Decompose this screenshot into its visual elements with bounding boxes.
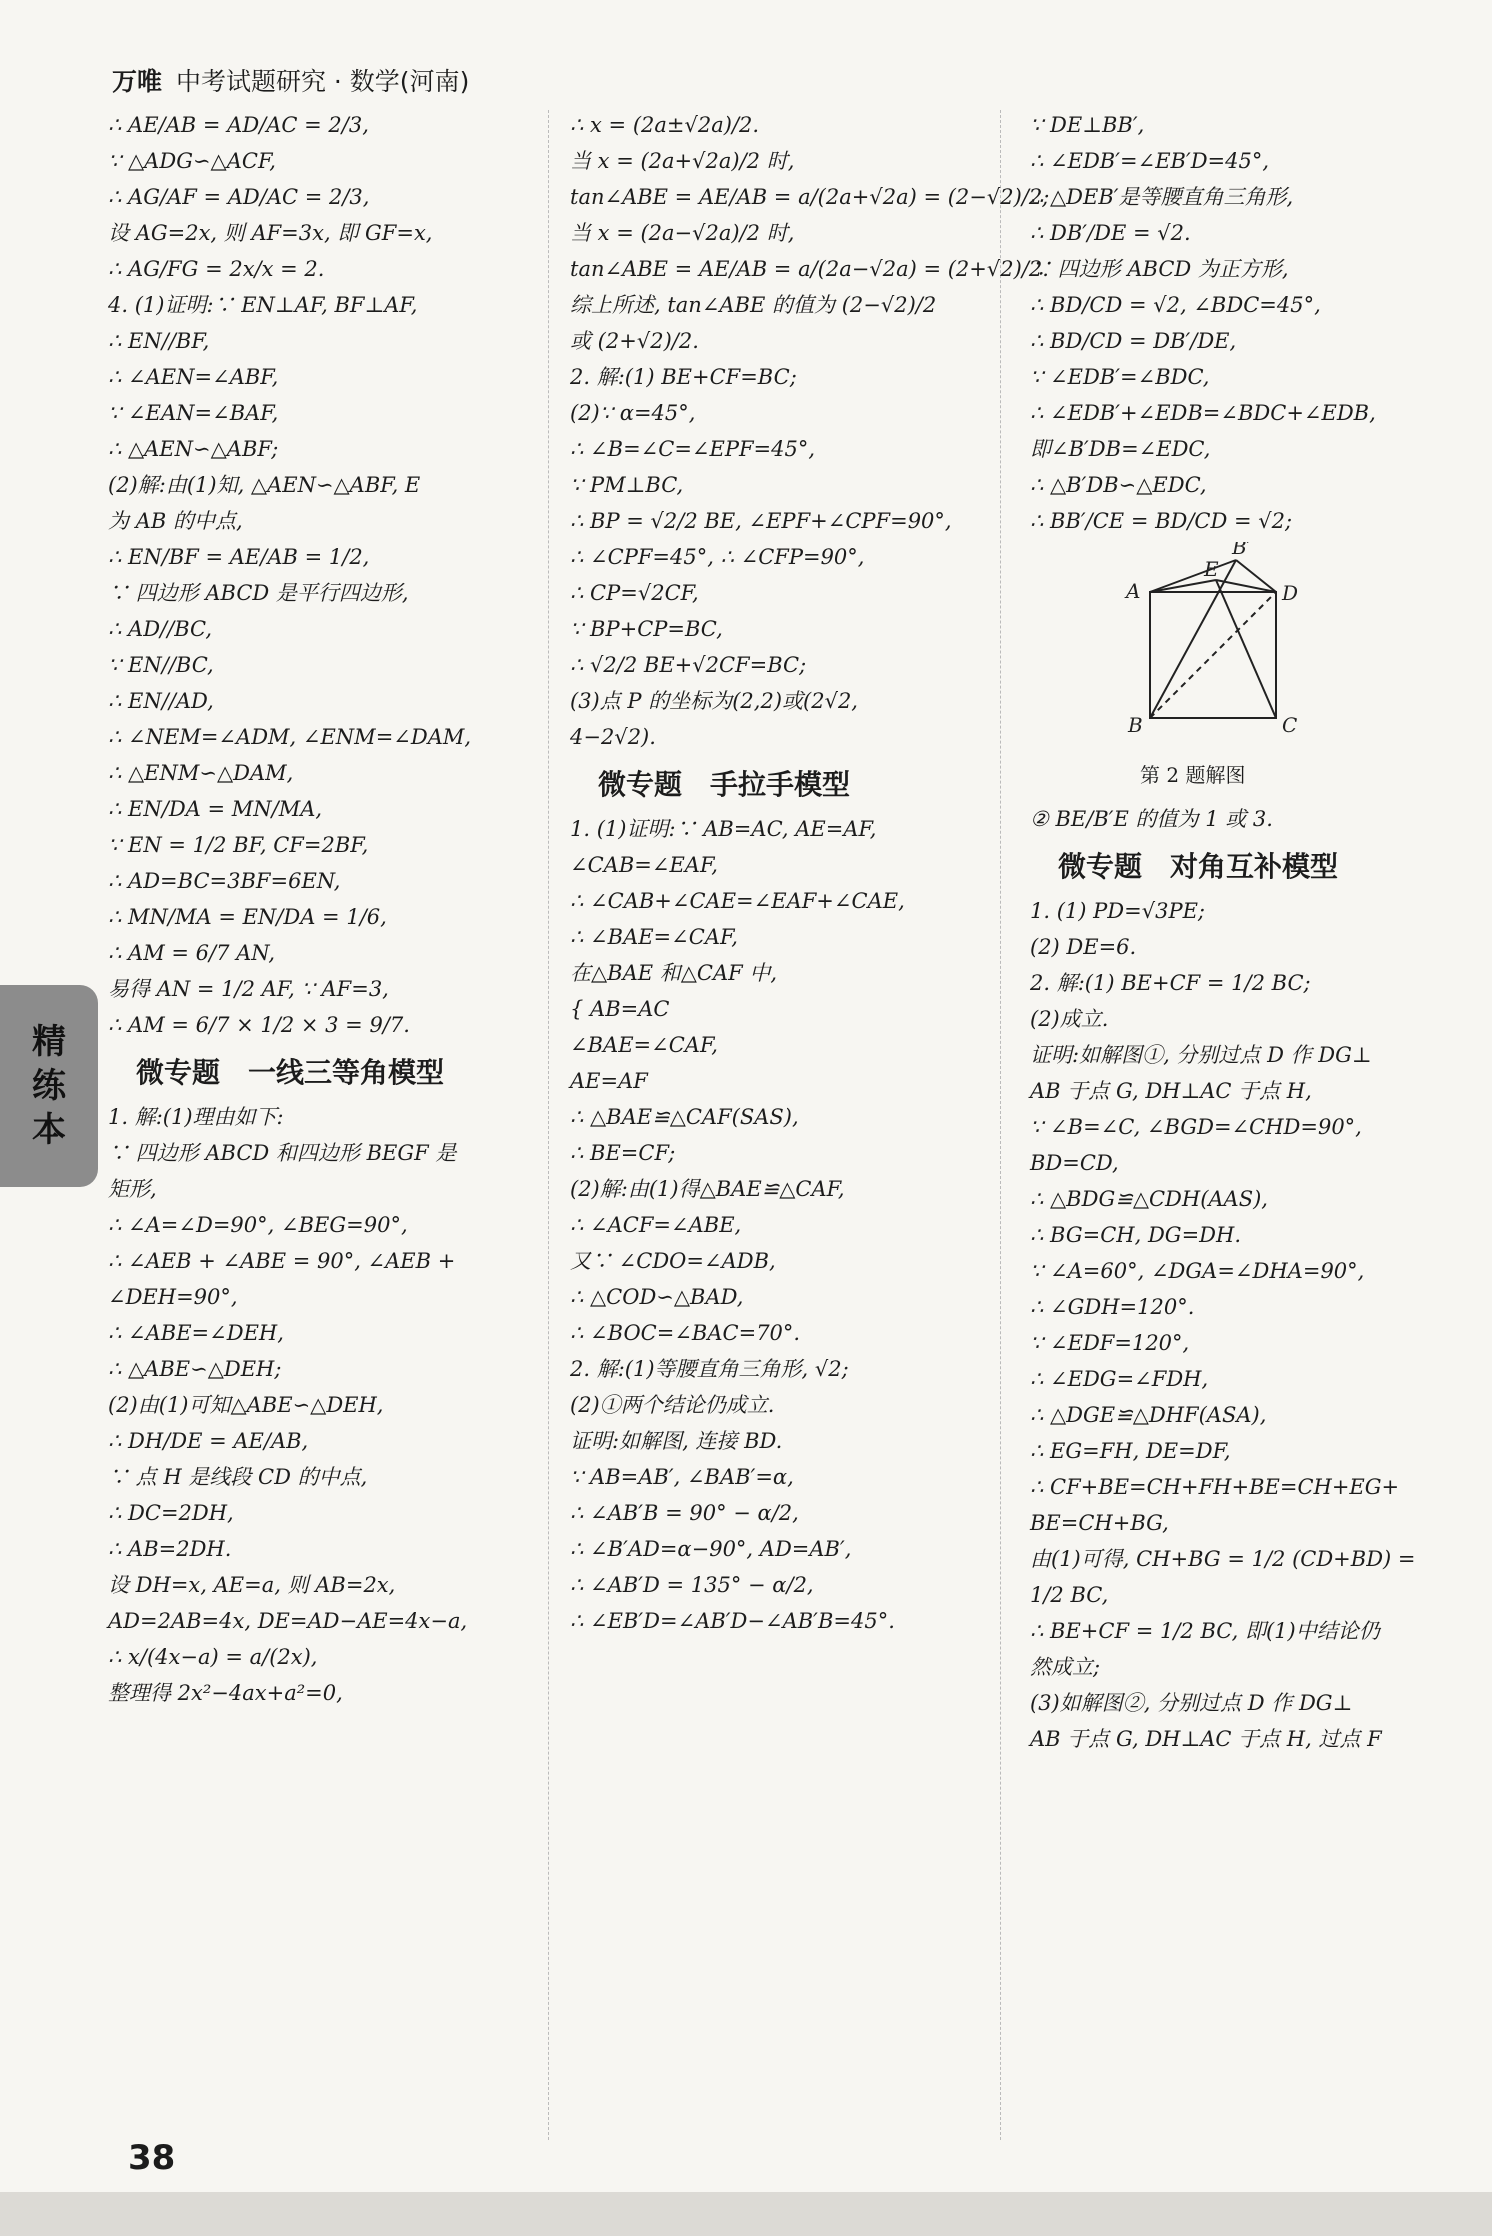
square-diagram (1120, 542, 1360, 752)
solution-line: 当 x = (2a+√2a)/2 时, (570, 149, 795, 173)
solution-line: ∠DEH=90°, (108, 1285, 238, 1309)
solution-block (570, 814, 980, 1636)
solution-line: 当 x = (2a−√2a)/2 时, (570, 221, 795, 245)
solution-line: ∴ AD=BC=3BF=6EN, (108, 869, 341, 893)
geometry-figure (1120, 542, 1450, 790)
solution-line: ∵ 四边形 ABCD 是平行四边形, (108, 581, 409, 605)
solution-line: ∴ ∠A=∠D=90°, ∠BEG=90°, (108, 1213, 408, 1237)
solution-block (1030, 110, 1450, 536)
solution-line: ∴ CF+BE=CH+FH+BE=CH+EG+ (1030, 1475, 1400, 1499)
solution-line: 然成立; (1030, 1655, 1101, 1679)
solution-line: ∴ ∠AB′B = 90° − α/2, (570, 1501, 799, 1525)
solution-line: ∵ ∠EAN=∠BAF, (108, 401, 279, 425)
solution-line: ∴ △ENM∽△DAM, (108, 761, 294, 785)
solution-line: ∴ ∠BOC=∠BAC=70°. (570, 1321, 801, 1345)
solution-line: BE=CH+BG, (1030, 1511, 1169, 1535)
solution-line: ∴ MN/MA = EN/DA = 1/6, (108, 905, 387, 929)
page-header (112, 62, 469, 98)
solution-line: ∴ AM = 6/7 × 1/2 × 3 = 9/7. (108, 1013, 410, 1037)
solution-line: ∴ BD/CD = √2, ∠BDC=45°, (1030, 293, 1321, 317)
solution-line: AB 于点 G, DH⊥AC 于点 H, (1030, 1079, 1312, 1103)
solution-line: (2)①两个结论仍成立. (570, 1393, 775, 1417)
solution-line: ∵ DE⊥BB′, (1030, 113, 1145, 137)
solution-line: ∴ EN/BF = AE/AB = 1/2, (108, 545, 370, 569)
solution-line: (2)解:由(1)知, △AEN∽△ABF, E (108, 473, 421, 497)
solution-line: AE=AF (570, 1069, 648, 1093)
solution-line: ∴ ∠ACF=∠ABE, (570, 1213, 742, 1237)
solution-line: (2)∵ α=45°, (570, 401, 696, 425)
side-tab-char: 练 (32, 1066, 66, 1106)
solution-block (108, 110, 528, 1040)
solution-line: ∴ △BDG≌△CDH(AAS), (1030, 1187, 1268, 1211)
column-3 (1030, 110, 1450, 1760)
solution-line: ∵ EN//BC, (108, 653, 214, 677)
solution-line: ∵ △ADG∽△ACF, (108, 149, 276, 173)
page-number: 38 (128, 2138, 176, 2178)
solution-line: ∴ ∠CPF=45°, ∴ ∠CFP=90°, (570, 545, 865, 569)
book-title: 中考试题研究 · 数学(河南) (175, 67, 470, 96)
brand-logo: 万唯 (112, 67, 163, 96)
solution-line: ∴ △B′DB∽△EDC, (1030, 473, 1207, 497)
solution-line: ∴ √2/2 BE+√2CF=BC; (570, 653, 807, 677)
label-b-prime: B′ (1232, 542, 1252, 559)
solution-line: ∵ BP+CP=BC, (570, 617, 723, 641)
solution-line: ∴ AG/AF = AD/AC = 2/3, (108, 185, 370, 209)
label-a: A (1126, 579, 1141, 603)
solution-line: ∴ AB=2DH. (108, 1537, 232, 1561)
solution-line: 2. 解:(1) BE+CF = 1/2 BC; (1030, 971, 1311, 995)
solution-line: ∴ EN/DA = MN/MA, (108, 797, 323, 821)
solution-line: 2. 解:(1)等腰直角三角形, √2; (570, 1357, 849, 1381)
solution-line: ∵ ∠EDF=120°, (1030, 1331, 1190, 1355)
column-1 (108, 110, 528, 1714)
column-divider (548, 110, 549, 2140)
solution-line: ∴ ∠EDG=∠FDH, (1030, 1367, 1209, 1391)
solution-line: ∴ ∠NEM=∠ADM, ∠ENM=∠DAM, (108, 725, 472, 749)
solution-line: 易得 AN = 1/2 AF, ∵ AF=3, (108, 977, 389, 1001)
solution-line: ∴ EN//BF, (108, 329, 210, 353)
solution-line: 设 AG=2x, 则 AF=3x, 即 GF=x, (108, 221, 433, 245)
solution-line: ∵ EN = 1/2 BF, CF=2BF, (108, 833, 369, 857)
solution-line: 由(1)可得, CH+BG = 1/2 (CD+BD) = (1030, 1547, 1416, 1571)
solution-line: ∵ PM⊥BC, (570, 473, 684, 497)
solution-line: 在△BAE 和△CAF 中, (570, 961, 778, 985)
solution-line: 又∵ ∠CDO=∠ADB, (570, 1249, 776, 1273)
solution-line: ∴ DC=2DH, (108, 1501, 234, 1525)
solution-line: ∴ x/(4x−a) = a/(2x), (108, 1645, 318, 1669)
solution-line: 综上所述, tan∠ABE 的值为 (2−√2)/2 (570, 293, 937, 317)
section-side-tab (0, 985, 98, 1187)
solution-line: ∵ ∠EDB′=∠BDC, (1030, 365, 1210, 389)
solution-line: (2) DE=6. (1030, 935, 1137, 959)
solution-line: 为 AB 的中点, (108, 509, 243, 533)
column-2 (570, 110, 1050, 1642)
solution-line: ∴ BG=CH, DG=DH. (1030, 1223, 1241, 1247)
solution-line: ∴ BE=CF; (570, 1141, 676, 1165)
answer-line: ② BE/B′E 的值为 1 或 3. (1030, 807, 1273, 831)
solution-line: ∠CAB=∠EAF, (570, 853, 718, 877)
solution-line: ∴ CP=√2CF, (570, 581, 699, 605)
solution-line: ∴ ∠GDH=120°. (1030, 1295, 1195, 1319)
solution-line: ∴ ∠EB′D=∠AB′D−∠AB′B=45°. (570, 1609, 895, 1633)
solution-line: ∴ EN//AD, (108, 689, 214, 713)
label-d: D (1282, 581, 1299, 605)
solution-block (570, 110, 1050, 752)
solution-line: ∴ △DEB′是等腰直角三角形, (1030, 185, 1294, 209)
solution-line: AD=2AB=4x, DE=AD−AE=4x−a, (108, 1609, 468, 1633)
solution-line: ∴ x = (2a±√2a)/2. (570, 113, 760, 137)
solution-line: 证明:如解图, 连接 BD. (570, 1429, 783, 1453)
side-tab-char: 精 (32, 1022, 66, 1062)
solution-line: ∵ AB=AB′, ∠BAB′=α, (570, 1465, 794, 1489)
solution-line: (2)解:由(1)得△BAE≌△CAF, (570, 1177, 845, 1201)
solution-block (1030, 896, 1450, 1754)
solution-line: AB 于点 G, DH⊥AC 于点 H, 过点 F (1030, 1727, 1382, 1751)
solution-line: ∴ AD//BC, (108, 617, 213, 641)
solution-line: ∴ ∠EDB′=∠EB′D=45°, (1030, 149, 1270, 173)
solution-line: ∴ DH/DE = AE/AB, (108, 1429, 309, 1453)
solution-line: ∴ ∠EDB′+∠EDB=∠BDC+∠EDB, (1030, 401, 1376, 425)
solution-line: ∴ △AEN∽△ABF; (108, 437, 279, 461)
solution-line: ∵ ∠B=∠C, ∠BGD=∠CHD=90°, (1030, 1115, 1362, 1139)
solution-line: ∵ 点 H 是线段 CD 的中点, (108, 1465, 368, 1489)
solution-line: 或 (2+√2)/2. (570, 329, 699, 353)
solution-line: 4. (1)证明:∵ EN⊥AF, BF⊥AF, (108, 293, 418, 317)
label-b: B (1128, 713, 1143, 737)
page-bottom-edge (0, 2192, 1492, 2236)
solution-line: 1/2 BC, (1030, 1583, 1109, 1607)
solution-line: 设 DH=x, AE=a, 则 AB=2x, (108, 1573, 396, 1597)
solution-line: ∴ AE/AB = AD/AC = 2/3, (108, 113, 369, 137)
solution-line: (3)点 P 的坐标为(2,2)或(2√2, (570, 689, 858, 713)
section-heading: 微专题 对角互补模型 (1058, 850, 1339, 883)
solution-line: (3)如解图②, 分别过点 D 作 DG⊥ (1030, 1691, 1353, 1715)
solution-line: ∴ BB′/CE = BD/CD = √2; (1030, 509, 1293, 533)
solution-line: ∴ BE+CF = 1/2 BC, 即(1)中结论仍 (1030, 1619, 1380, 1643)
solution-line: tan∠ABE = AE/AB = a/(2a−√2a) = (2+√2)/2. (570, 257, 1049, 281)
solution-line: (2)成立. (1030, 1007, 1109, 1031)
label-e: E (1204, 557, 1219, 581)
solution-line: 即∠B′DB=∠EDC, (1030, 437, 1211, 461)
solution-line: 2. 解:(1) BE+CF=BC; (570, 365, 797, 389)
solution-line: ∴ △DGE≌△DHF(ASA), (1030, 1403, 1267, 1427)
label-c: C (1282, 713, 1298, 737)
column-divider (1000, 110, 1001, 2140)
solution-line: ∴ ∠B′AD=α−90°, AD=AB′, (570, 1537, 852, 1561)
solution-line: ∴ BP = √2/2 BE, ∠EPF+∠CPF=90°, (570, 509, 952, 533)
solution-line: ∴ EG=FH, DE=DF, (1030, 1439, 1231, 1463)
solution-line: ∴ DB′/DE = √2. (1030, 221, 1191, 245)
figure-caption: 第 2 题解图 (1140, 763, 1246, 787)
solution-line: 1. (1) PD=√3PE; (1030, 899, 1205, 923)
solution-line: ∴ △COD∽△BAD, (570, 1285, 744, 1309)
solution-line: ∵ 四边形 ABCD 为正方形, (1030, 257, 1289, 281)
solution-line: 矩形, (108, 1177, 157, 1201)
solution-line: ∴ ∠BAE=∠CAF, (570, 925, 738, 949)
solution-line: ∵ 四边形 ABCD 和四边形 BEGF 是 (108, 1141, 457, 1165)
solution-line: ∴ ∠B=∠C=∠EPF=45°, (570, 437, 816, 461)
solution-line: 1. 解:(1)理由如下: (108, 1105, 284, 1129)
solution-line: ∵ ∠A=60°, ∠DGA=∠DHA=90°, (1030, 1259, 1365, 1283)
solution-line: ∴ ∠AB′D = 135° − α/2, (570, 1573, 814, 1597)
solution-line: ∴ ∠ABE=∠DEH, (108, 1321, 284, 1345)
section-heading: 微专题 一线三等角模型 (136, 1056, 445, 1089)
solution-line: ∴ ∠AEN=∠ABF, (108, 365, 279, 389)
solution-line: { AB=AC (570, 997, 670, 1021)
solution-line: ∴ ∠AEB + ∠ABE = 90°, ∠AEB + (108, 1249, 456, 1273)
side-tab-char: 本 (32, 1110, 66, 1150)
solution-line: ∴ AG/FG = 2x/x = 2. (108, 257, 325, 281)
solution-line: ∴ △BAE≌△CAF(SAS), (570, 1105, 799, 1129)
solution-line: 4−2√2). (570, 725, 656, 749)
solution-line: tan∠ABE = AE/AB = a/(2a+√2a) = (2−√2)/2; (570, 185, 1050, 209)
solution-line: ∠BAE=∠CAF, (570, 1033, 718, 1057)
solution-line: ∴ △ABE∽△DEH; (108, 1357, 282, 1381)
section-heading: 微专题 手拉手模型 (598, 768, 851, 801)
solution-line: (2)由(1)可知△ABE∽△DEH, (108, 1393, 384, 1417)
solution-line: 证明:如解图①, 分别过点 D 作 DG⊥ (1030, 1043, 1372, 1067)
solution-line: BD=CD, (1030, 1151, 1119, 1175)
solution-line: ∴ BD/CD = DB′/DE, (1030, 329, 1237, 353)
solution-line: 1. (1)证明:∵ AB=AC, AE=AF, (570, 817, 877, 841)
solution-line: 整理得 2x²−4ax+a²=0, (108, 1681, 343, 1705)
solution-block (108, 1102, 528, 1708)
solution-line: ∴ AM = 6/7 AN, (108, 941, 275, 965)
solution-line: ∴ ∠CAB+∠CAE=∠EAF+∠CAE, (570, 889, 905, 913)
